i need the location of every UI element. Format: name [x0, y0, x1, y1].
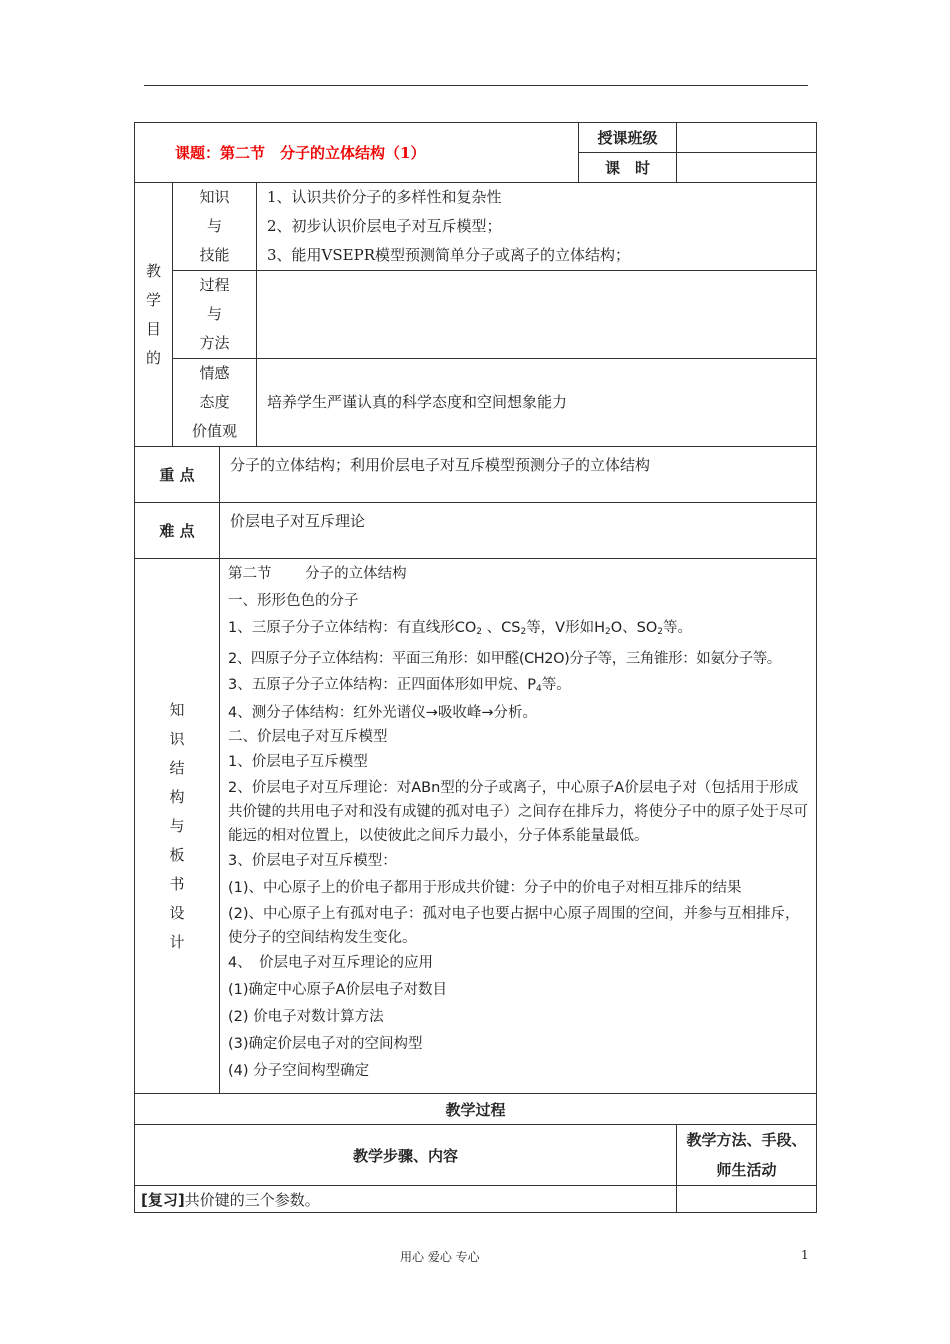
section-heading: 第二节 分子的立体结构 [228, 566, 407, 582]
difficulty-label: 难 点 [135, 503, 220, 559]
review-tag: [复习] [141, 1190, 185, 1209]
objectives-side-label: 教 学 目 的 [135, 183, 173, 447]
knowledge-items: 1、认识共价分子的多样性和复杂性 2、初步认识价层电子对互斥模型； 3、能用VSEPR模型预测简单分子或离子的立体结构； [257, 183, 817, 271]
structure-side-label: 知 识 结 构 与 板 书 设 计 [135, 559, 220, 1094]
review-text: 共价键的三个参数。 [184, 1190, 320, 1209]
lesson-plan-table [134, 122, 817, 1213]
structure-content: 第二节 分子的立体结构 一、形形色色的分子 1、三原子分子立体结构：有直线形$CO_2$ 、$CS_2$等，V形如$H_2O$、$SO_2$等。 2、四原子分子立体结构：平面三角形：如甲醛(CH2O)分子等，三角锥形：如氨分子等。 3、五原子分子立体结构：正四面体形如甲烷、$P_4$等。 4、测分子体结构：红外光谱仪→吸收峰→分析。 二、价层电子对互斥模型 1、价层电子互斥模型 2、价层电子对互斥理论：对ABn型的分子或离子，中心原子A价层电子对（包括用于形成共价键的共用电子对和没有成键的孤对电子）之间存在排斥力，将使分子中的原子处于尽可能远的相对位置上，以使彼此之间斥力最小，分子体系能量最低。 3、价层电子对互斥模型： (1)、中心原子上的价电子都用于形成共价键：分子中的价电子对相互排斥的结果 (2)、中心原子上有孤对电子：孤对电子也要占据中心原子周围的空间，并参与互相排斥，使分子的空间结构发生变化。 4、 价层电子对互斥理论的应用 (1)确定中心原子A价层电子对数目 (2) 价电子对数计算方法 (3)确定价层电子对的空间构型 (4) 分子空间构型确定 [220, 559, 817, 1094]
emotion-label: 情感 态度 价值观 [173, 359, 257, 447]
lesson-title: 课题：第二节 分子的立体结构（1） [135, 123, 579, 183]
header-rule [144, 85, 808, 86]
emotion-text: 培养学生严谨认真的科学态度和空间想象能力 [257, 359, 817, 447]
steps-header: 教学步骤、内容 [135, 1125, 677, 1186]
page-number: 1 [801, 1248, 809, 1262]
difficulty-text: 价层电子对互斥理论 [220, 503, 817, 559]
process-title: 教学过程 [135, 1094, 817, 1125]
key-point-text: 分子的立体结构；利用价层电子对互斥模型预测分子的立体结构 [220, 447, 817, 503]
hours-label: 课 时 [579, 153, 677, 183]
methods-header: 教学方法、手段、师生活动 [677, 1125, 817, 1186]
class-value [677, 123, 817, 153]
process-content [257, 271, 817, 359]
class-label: 授课班级 [579, 123, 677, 153]
review-methods [677, 1186, 817, 1213]
process-label: 过程 与 方法 [173, 271, 257, 359]
hours-value [677, 153, 817, 183]
footer-motto: 用心 爱心 专心 [400, 1250, 480, 1264]
knowledge-label: 知识 与 技能 [173, 183, 257, 271]
key-point-label: 重 点 [135, 447, 220, 503]
review-row [135, 1186, 677, 1213]
